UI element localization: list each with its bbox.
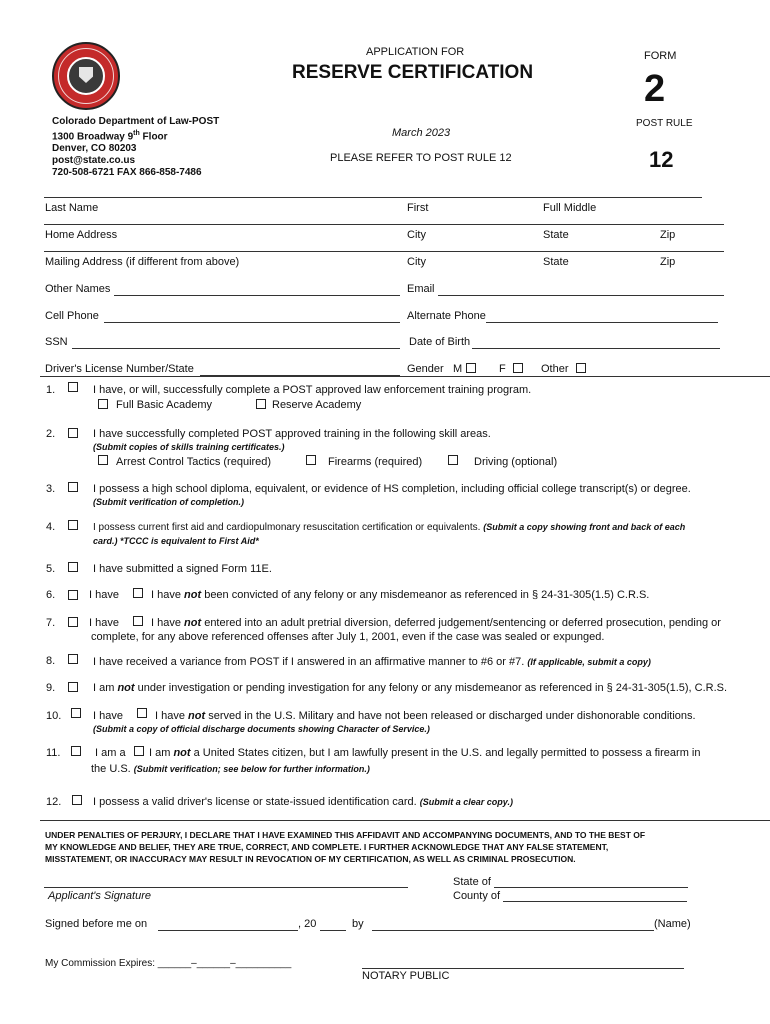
item-7-text: I have not entered into an adult pretrial diversion, deferred judgement/sentencing or deferred prosecution, pending or bbox=[151, 617, 721, 629]
ssn-label: SSN bbox=[45, 336, 68, 348]
dob-field[interactable] bbox=[472, 348, 720, 349]
driving-label: Driving (optional) bbox=[474, 456, 558, 468]
item-2-number: 2. bbox=[46, 428, 56, 440]
drivers-license-label: Driver's License Number/State bbox=[45, 363, 194, 375]
item-2-text: I have successfully completed POST approved training in the following skill areas. bbox=[93, 428, 491, 440]
item-5-number: 5. bbox=[46, 563, 56, 575]
item-10-number: 10. bbox=[46, 710, 62, 722]
item-6-have-not-checkbox[interactable] bbox=[133, 588, 143, 598]
item-11-am-not-checkbox[interactable] bbox=[134, 746, 144, 756]
item-8-number: 8. bbox=[46, 655, 56, 667]
item-12-text: I possess a valid driver's license or state-issued identification card. (Submit a clear copy.) bbox=[93, 796, 513, 808]
state-of-label: State of bbox=[453, 876, 491, 888]
email-field[interactable] bbox=[438, 295, 724, 296]
item-1-number: 1. bbox=[46, 384, 56, 396]
by-label: by bbox=[352, 918, 364, 930]
mailing-address-line[interactable] bbox=[44, 251, 724, 252]
home-address-line[interactable] bbox=[44, 224, 724, 225]
agency-phone: 720-508-6721 FAX 866-858-7486 bbox=[52, 167, 202, 179]
item-3-number: 3. bbox=[46, 483, 56, 495]
other-names-field[interactable] bbox=[114, 295, 400, 296]
colorado-post-seal-icon bbox=[52, 42, 120, 110]
item-11-text: I am not a United States citizen, but I am lawfully present in the U.S. and legally permitted to possess a firearm in bbox=[149, 747, 701, 759]
ssn-field[interactable] bbox=[72, 348, 400, 349]
section-divider bbox=[40, 376, 770, 377]
item-10-note: (Submit a copy of official discharge documents showing Character of Service.) bbox=[93, 724, 430, 734]
reserve-academy-checkbox[interactable] bbox=[256, 399, 266, 409]
last-name-label: Last Name bbox=[45, 202, 99, 214]
cell-phone-field[interactable] bbox=[104, 322, 400, 323]
mailing-address-label: Mailing Address (if different from above) bbox=[45, 256, 240, 268]
agency-name: Colorado Department of Law-POST bbox=[52, 116, 220, 127]
shield-icon bbox=[79, 67, 93, 83]
item-11-am-checkbox[interactable] bbox=[71, 746, 81, 756]
item-5-text: I have submitted a signed Form 11E. bbox=[93, 563, 272, 575]
item-2-checkbox[interactable] bbox=[68, 428, 78, 438]
perjury-divider bbox=[40, 820, 770, 821]
item-1-checkbox[interactable] bbox=[68, 382, 78, 392]
item-6-have-label: I have bbox=[89, 589, 119, 601]
item-10-have-not-checkbox[interactable] bbox=[137, 708, 147, 718]
item-4-note: card.) *TCCC is equivalent to First Aid* bbox=[93, 536, 259, 546]
alternate-phone-label: Alternate Phone bbox=[407, 310, 486, 322]
first-name-label: First bbox=[407, 202, 429, 214]
home-address-label: Home Address bbox=[45, 229, 118, 241]
mailing-zip-label: Zip bbox=[660, 256, 676, 268]
post-rule-number: 12 bbox=[649, 147, 674, 172]
item-6-number: 6. bbox=[46, 589, 56, 601]
gender-other-checkbox[interactable] bbox=[576, 363, 586, 373]
arrest-control-label: Arrest Control Tactics (required) bbox=[116, 456, 272, 468]
item-7-number: 7. bbox=[46, 617, 56, 629]
item-6-have-checkbox[interactable] bbox=[68, 590, 78, 600]
perjury-statement: UNDER PENALTIES OF PERJURY, I DECLARE THAT I HAVE EXAMINED THIS AFFIDAVIT AND ACCOMPANYING DOCUMENTS, AND TO THE BEST OF MY KNOWLEDGE AND BELIEF, THEY ARE TRUE, CORRECT, AND COMPLETE. I FURTHER ACKNOWLEDGE THAT ANY FALSE STATEMENT, MISSTATEMENT, OR INACCURACY MAY RESULT IN REVOCATION OF MY CERTIFICATION, AS WELL AS CRIMINAL PROSECUTION. bbox=[45, 830, 646, 864]
item-9-text: I am not under investigation or pending investigation for any felony or any misdemeanor as referenced in § 24-31-305(1.5), C.R.S. bbox=[93, 682, 728, 694]
agency-address2: Denver, CO 80203 bbox=[52, 143, 137, 155]
other-names-label: Other Names bbox=[45, 283, 111, 295]
seal-center bbox=[67, 57, 105, 95]
mailing-city-label: City bbox=[407, 256, 426, 268]
item-8-checkbox[interactable] bbox=[68, 654, 78, 664]
notary-signature-line[interactable] bbox=[362, 968, 684, 969]
gender-m-checkbox[interactable] bbox=[466, 363, 476, 373]
signed-date-field[interactable] bbox=[158, 930, 298, 931]
applicant-signature-line[interactable] bbox=[44, 887, 408, 888]
item-10-have-checkbox[interactable] bbox=[71, 708, 81, 718]
name-field[interactable] bbox=[372, 930, 654, 931]
gender-m-label: M bbox=[453, 363, 463, 375]
agency-address1: 1300 Broadway 9th Floor bbox=[52, 130, 168, 143]
item-7-have-checkbox[interactable] bbox=[68, 617, 78, 627]
item-12-checkbox[interactable] bbox=[72, 795, 82, 805]
refer-note: PLEASE REFER TO POST RULE 12 bbox=[330, 152, 512, 164]
item-4-text: I possess current first aid and cardiopulmonary resuscitation certification or equivalents. (Submit a copy showing front and back of each bbox=[93, 522, 686, 533]
county-of-label: County of bbox=[453, 890, 501, 902]
item-11-number: 11. bbox=[46, 747, 61, 759]
form-label: FORM bbox=[644, 50, 677, 62]
agency-email: post@state.co.us bbox=[52, 155, 136, 167]
item-1-text: I have, or will, successfully complete a POST approved law enforcement training program. bbox=[93, 384, 532, 396]
name-label: (Name) bbox=[654, 918, 691, 930]
item-7-have-label: I have bbox=[89, 617, 119, 629]
firearms-label: Firearms (required) bbox=[328, 456, 423, 468]
year-prefix: , 20 bbox=[298, 918, 317, 930]
cell-phone-label: Cell Phone bbox=[45, 310, 99, 322]
item-6-text: I have not been convicted of any felony or any misdemeanor as referenced in § 24-31-305(1.5) C.R.S. bbox=[151, 589, 650, 601]
gender-other-label: Other bbox=[541, 363, 569, 375]
item-12-number: 12. bbox=[46, 796, 62, 808]
firearms-checkbox[interactable] bbox=[306, 455, 316, 465]
gender-label: Gender bbox=[407, 363, 444, 375]
item-3-note: (Submit verification of completion.) bbox=[93, 497, 245, 507]
alternate-phone-field[interactable] bbox=[486, 322, 718, 323]
item-11-text-cont: the U.S. (Submit verification; see below for further information.) bbox=[91, 763, 370, 775]
name-line[interactable] bbox=[44, 197, 702, 198]
application-for: APPLICATION FOR bbox=[366, 46, 465, 58]
driving-checkbox[interactable] bbox=[448, 455, 458, 465]
item-4-checkbox[interactable] bbox=[68, 520, 78, 530]
item-7-text-cont: complete, for any above referenced offenses after July 1, 2001, even if the case was sealed or expunged. bbox=[91, 631, 605, 643]
applicant-signature-label: Applicant's Signature bbox=[48, 890, 151, 902]
item-3-text: I possess a high school diploma, equivalent, or evidence of HS completion, including official college transcript(s) or degree. bbox=[93, 483, 691, 495]
form-date: March 2023 bbox=[392, 127, 451, 139]
middle-name-label: Full Middle bbox=[543, 202, 597, 214]
reserve-academy-label: Reserve Academy bbox=[272, 399, 362, 411]
item-9-checkbox[interactable] bbox=[68, 682, 78, 692]
gender-f-checkbox[interactable] bbox=[513, 363, 523, 373]
county-of-field[interactable] bbox=[503, 901, 687, 902]
item-10-text: I have not served in the U.S. Military and have not been released or discharged under dishonorable conditions. bbox=[155, 710, 696, 722]
item-3-checkbox[interactable] bbox=[68, 482, 78, 492]
notary-public-label: NOTARY PUBLIC bbox=[362, 970, 450, 982]
item-10-have-label: I have bbox=[93, 710, 123, 722]
dob-label: Date of Birth bbox=[409, 336, 471, 348]
form-number: 2 bbox=[644, 68, 666, 110]
item-2-note: (Submit copies of skills training certificates.) bbox=[93, 442, 285, 452]
post-rule-label: POST RULE bbox=[636, 118, 693, 129]
signed-before-label: Signed before me on bbox=[45, 918, 148, 930]
city-label: City bbox=[407, 229, 426, 241]
commission-expires: My Commission Expires: ______–______–__________ bbox=[45, 958, 292, 969]
email-label: Email bbox=[407, 283, 435, 295]
item-7-have-not-checkbox[interactable] bbox=[133, 616, 143, 626]
arrest-control-checkbox[interactable] bbox=[98, 455, 108, 465]
full-basic-academy-checkbox[interactable] bbox=[98, 399, 108, 409]
agency-block bbox=[52, 116, 219, 179]
item-8-text: I have received a variance from POST if I answered in an affirmative manner to #6 or #7. (If applicable, submit a copy) bbox=[93, 656, 651, 668]
page-title: RESERVE CERTIFICATION bbox=[292, 62, 534, 83]
full-basic-academy-label: Full Basic Academy bbox=[116, 399, 212, 411]
item-4-number: 4. bbox=[46, 521, 56, 533]
item-9-number: 9. bbox=[46, 682, 56, 694]
state-of-field[interactable] bbox=[494, 887, 688, 888]
item-5-checkbox[interactable] bbox=[68, 562, 78, 572]
item-11-am-label: I am a bbox=[95, 747, 126, 759]
mailing-state-label: State bbox=[543, 256, 569, 268]
year-field[interactable] bbox=[320, 930, 346, 931]
gender-f-label: F bbox=[499, 363, 506, 375]
state-label: State bbox=[543, 229, 569, 241]
zip-label: Zip bbox=[660, 229, 676, 241]
